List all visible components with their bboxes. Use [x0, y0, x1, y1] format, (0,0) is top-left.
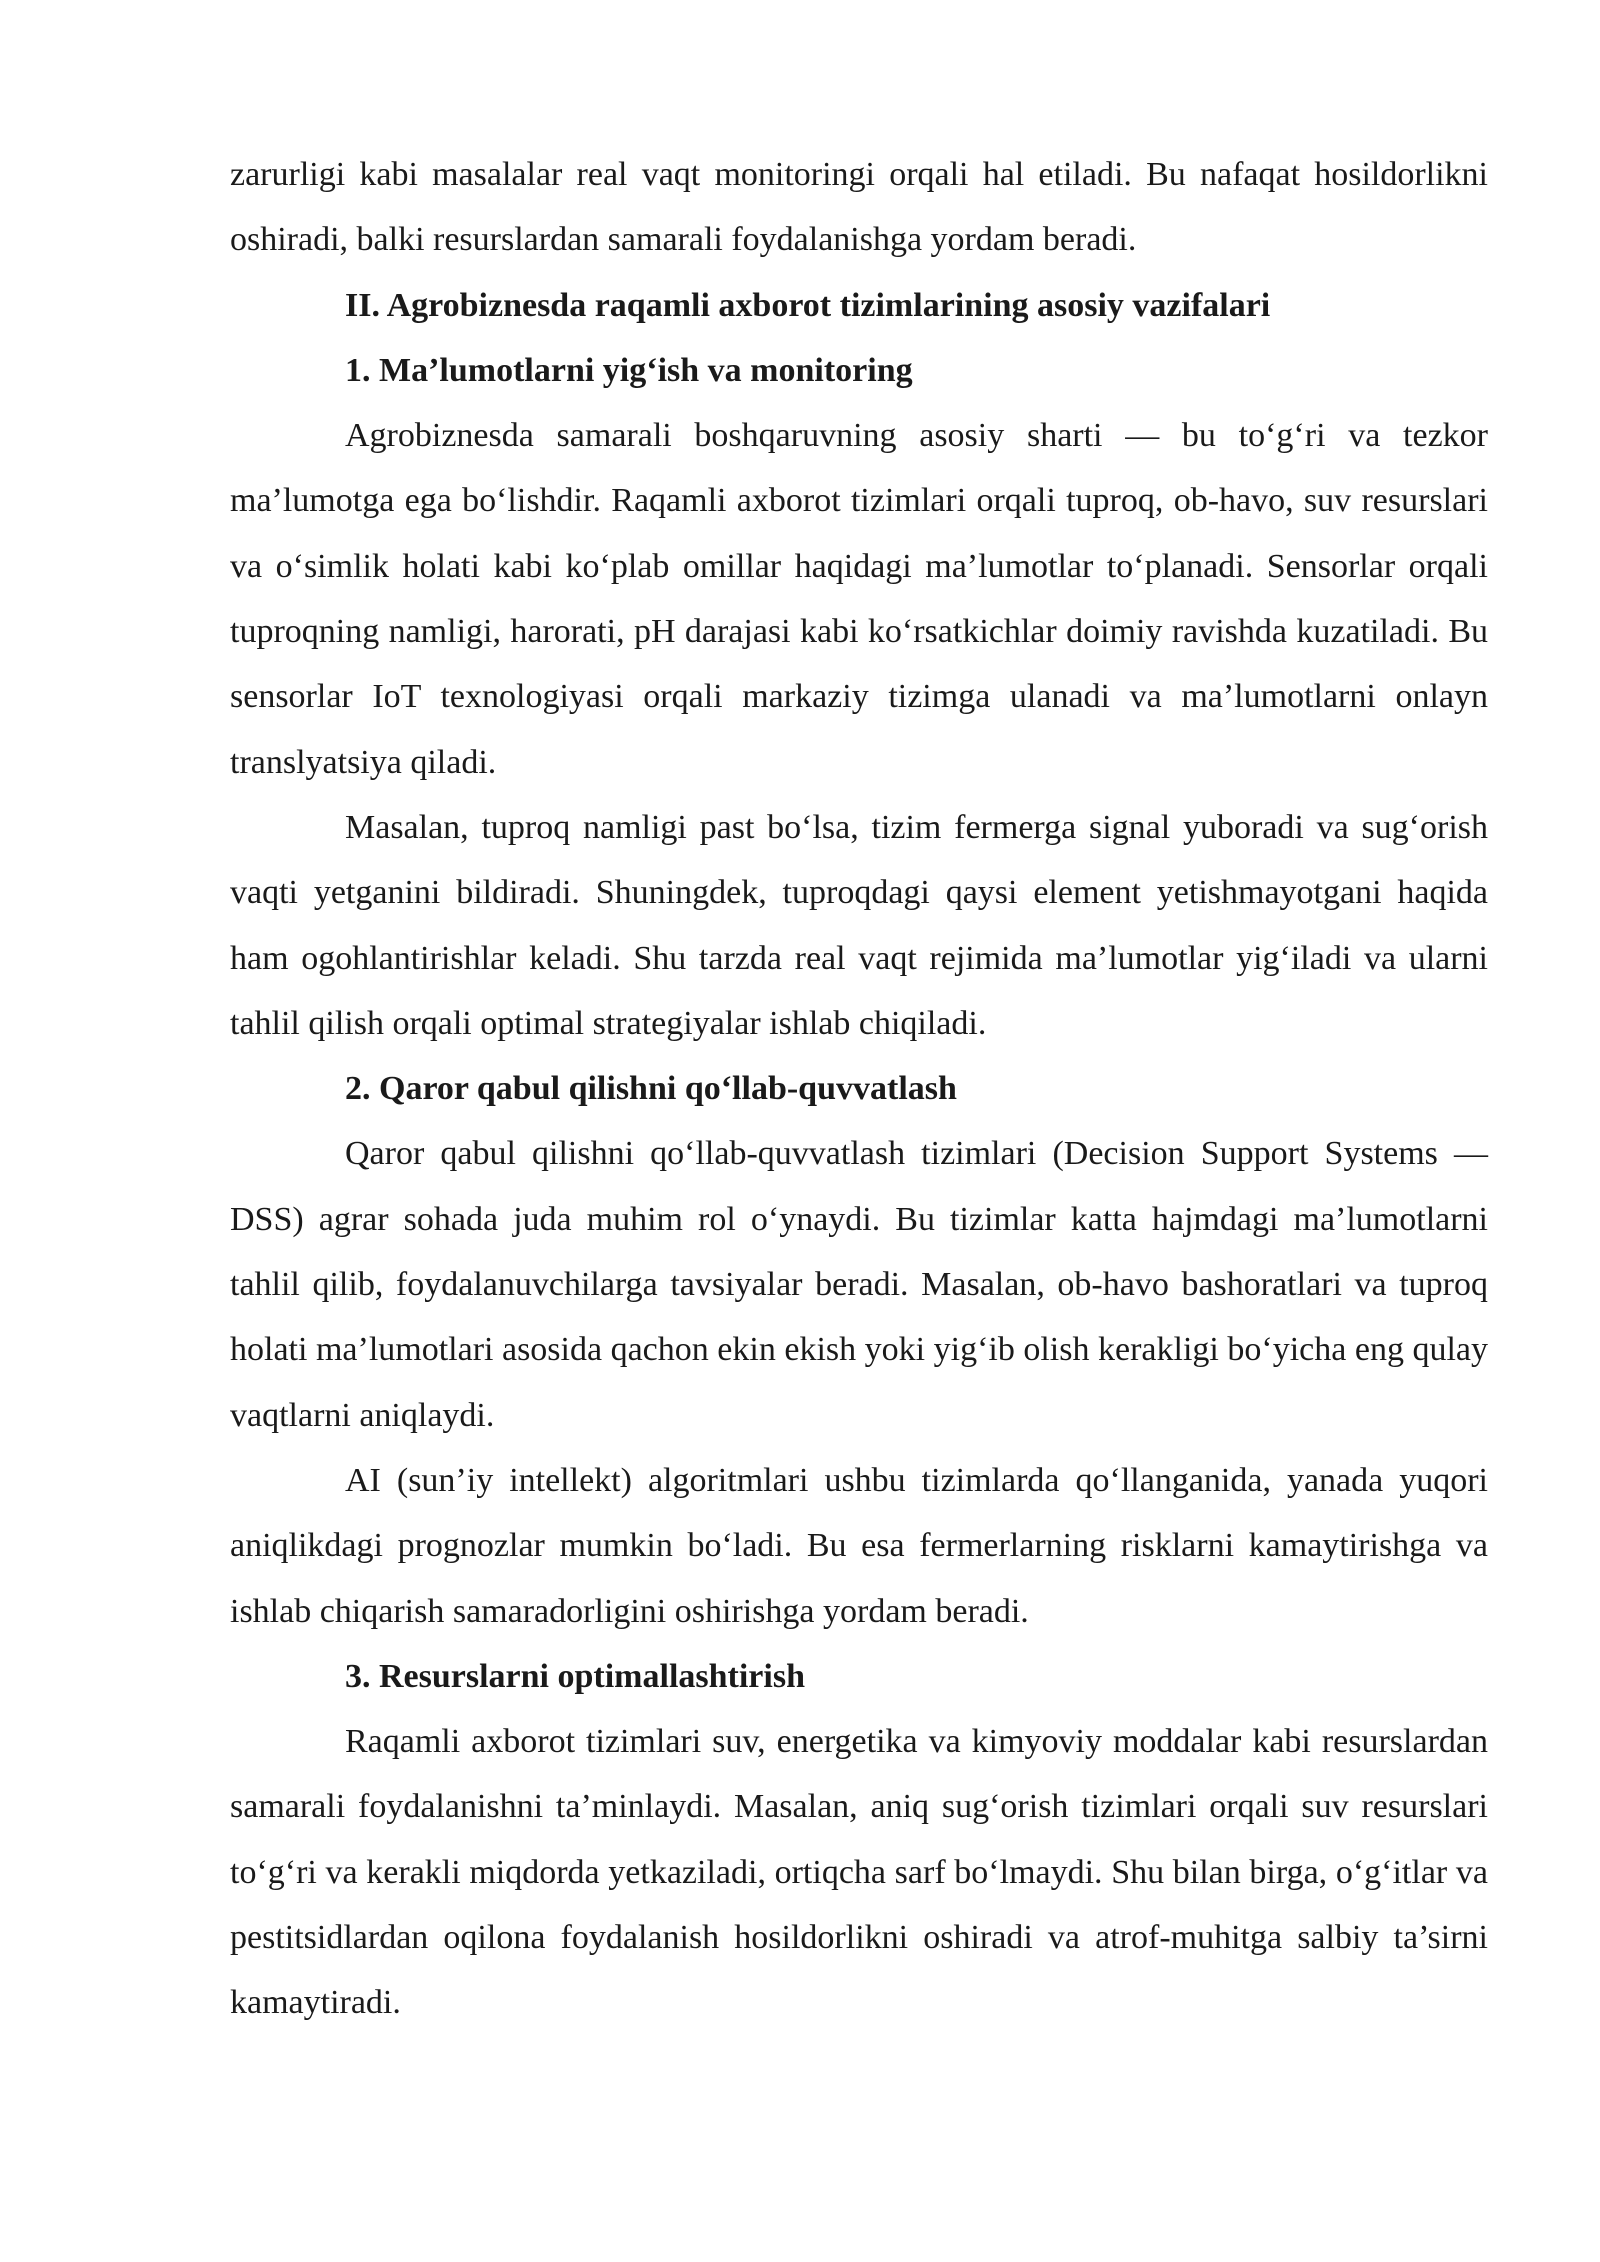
subsection-3-heading: 3. Resurslarni optimallashtirish	[345, 1657, 805, 1695]
subsection-2-paragraph-2: AI (sun’iy intellekt) algoritmlari ushbu tizimlarda qo‘llanganida, yanada yuqori aniqlikdagi prognozlar mumkin bo‘ladi. Bu esa fermerlarning risklarni kamaytirishga va ishlab chiqarish samaradorligini oshirishga yordam beradi.	[230, 1461, 1488, 1630]
subsection-3-paragraph-1: Raqamli axborot tizimlari suv, energetika va kimyoviy moddalar kabi resurslardan samarali foydalanishni ta’minlaydi. Masalan, aniq sug‘orish tizimlari orqali suv resurslari to‘g‘ri va kerakli miqdorda yetkaziladi, ortiqcha sarf bo‘lmaydi. Shu bilan birga, o‘g‘itlar va pestitsidlardan oqilona foydalanish hosildorlikni oshiradi va atrof-muhitga salbiy ta’sirni kamaytiradi.	[230, 1723, 1488, 2022]
section-heading: II. Agrobiznesda raqamli axborot tizimlarining asosiy vazifalari	[345, 286, 1271, 324]
subsection-2-heading: 2. Qaror qabul qilishni qo‘llab-quvvatlash	[345, 1070, 957, 1108]
document-body	[230, 142, 1488, 2036]
continuation-paragraph: zarurligi kabi masalalar real vaqt monitoringi orqali hal etiladi. Bu nafaqat hosildorlikni oshiradi, balki resurslardan samarali foydalanishga yordam beradi.	[230, 156, 1488, 259]
subsection-1-paragraph-2: Masalan, tuproq namligi past bo‘lsa, tizim fermerga signal yuboradi va sug‘orish vaqti yetganini bildiradi. Shuningdek, tuproqdagi qaysi element yetishmayotgani haqida ham ogohlantirishlar keladi. Shu tarzda real vaqt rejimida ma’lumotlar yig‘iladi va ularni tahlil qilish orqali optimal strategiyalar ishlab chiqiladi.	[230, 808, 1488, 1042]
subsection-1-paragraph-1: Agrobiznesda samarali boshqaruvning asosiy sharti — bu to‘g‘ri va tezkor ma’lumotga ega bo‘lishdir. Raqamli axborot tizimlari orqali tuproq, ob-havo, suv resurslari va o‘simlik holati kabi ko‘plab omillar haqidagi ma’lumotlar to‘planadi. Sensorlar orqali tuproqning namligi, harorati, pH darajasi kabi ko‘rsatkichlar doimiy ravishda kuzatiladi. Bu sensorlar IoT texnologiyasi orqali markaziy tizimga ulanadi va ma’lumotlarni onlayn translyatsiya qiladi.	[230, 417, 1488, 781]
subsection-2-paragraph-1: Qaror qabul qilishni qo‘llab-quvvatlash tizimlari (Decision Support Systems — DSS) agrar sohada juda muhim rol o‘ynaydi. Bu tizimlar katta hajmdagi ma’lumotlarni tahlil qilib, foydalanuvchilarga tavsiyalar beradi. Masalan, ob-havo bashoratlari va tuproq holati ma’lumotlari asosida qachon ekin ekish yoki yig‘ib olish kerakligi bo‘yicha eng qulay vaqtlarni aniqlaydi.	[230, 1135, 1488, 1434]
subsection-1-heading: 1. Ma’lumotlarni yig‘ish va monitoring	[345, 351, 913, 389]
